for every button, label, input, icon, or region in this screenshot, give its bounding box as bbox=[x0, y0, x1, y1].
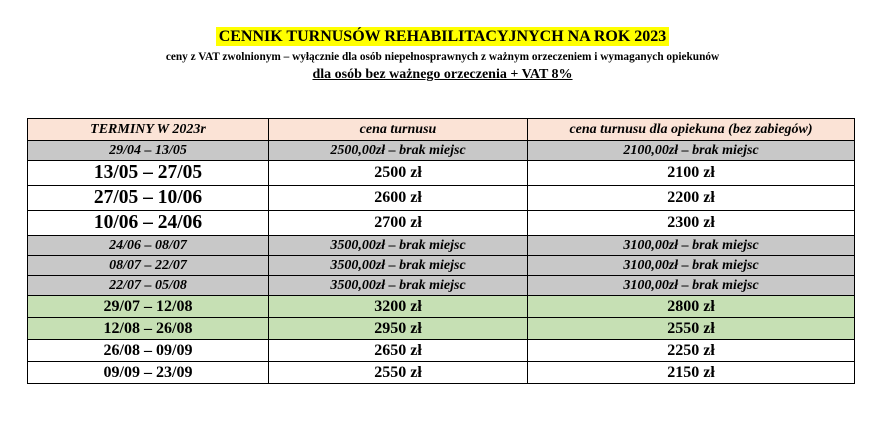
cell-price: 3200 zł bbox=[269, 296, 528, 318]
column-header-guardian-price: cena turnusu dla opiekuna (bez zabiegów) bbox=[528, 119, 855, 141]
cell-price: 3500,00zł – brak miejsc bbox=[269, 276, 528, 296]
cell-price: 3500,00zł – brak miejsc bbox=[269, 256, 528, 276]
cell-price: 2600 zł bbox=[269, 186, 528, 211]
cell-term: 29/07 – 12/08 bbox=[28, 296, 269, 318]
title-wrapper bbox=[0, 27, 885, 46]
table-body bbox=[28, 141, 855, 384]
cell-guardian-price: 2250 zł bbox=[528, 340, 855, 362]
subtitle-vat-note-text: dla osób bez ważnego orzeczenia + VAT 8% bbox=[312, 67, 573, 82]
cell-term: 13/05 – 27/05 bbox=[28, 161, 269, 186]
table-row bbox=[28, 340, 855, 362]
cell-term: 12/08 – 26/08 bbox=[28, 318, 269, 340]
cell-term: 27/05 – 10/06 bbox=[28, 186, 269, 211]
table-row bbox=[28, 141, 855, 161]
cell-price: 3500,00zł – brak miejsc bbox=[269, 236, 528, 256]
cell-guardian-price: 2800 zł bbox=[528, 296, 855, 318]
cell-guardian-price: 2100,00zł – brak miejsc bbox=[528, 141, 855, 161]
cell-price: 2500,00zł – brak miejsc bbox=[269, 141, 528, 161]
cell-guardian-price: 2150 zł bbox=[528, 362, 855, 384]
cell-price: 2500 zł bbox=[269, 161, 528, 186]
column-header-price: cena turnusu bbox=[269, 119, 528, 141]
column-header-terms: TERMINY W 2023r bbox=[28, 119, 269, 141]
table-row bbox=[28, 276, 855, 296]
cell-guardian-price: 3100,00zł – brak miejsc bbox=[528, 236, 855, 256]
cell-term: 24/06 – 08/07 bbox=[28, 236, 269, 256]
cell-guardian-price: 2550 zł bbox=[528, 318, 855, 340]
table-row bbox=[28, 318, 855, 340]
subtitle-vat-note bbox=[0, 66, 885, 83]
table-row bbox=[28, 256, 855, 276]
table-row bbox=[28, 211, 855, 236]
cell-term: 22/07 – 05/08 bbox=[28, 276, 269, 296]
table-row bbox=[28, 362, 855, 384]
page-title: CENNIK TURNUSÓW REHABILITACYJNYCH NA ROK 2023 bbox=[216, 27, 670, 46]
cell-guardian-price: 2200 zł bbox=[528, 186, 855, 211]
table-row bbox=[28, 236, 855, 256]
cell-price: 2700 zł bbox=[269, 211, 528, 236]
price-table bbox=[27, 118, 855, 384]
table-row bbox=[28, 161, 855, 186]
cell-guardian-price: 3100,00zł – brak miejsc bbox=[528, 256, 855, 276]
cell-term: 09/09 – 23/09 bbox=[28, 362, 269, 384]
table-row bbox=[28, 296, 855, 318]
cell-guardian-price: 3100,00zł – brak miejsc bbox=[528, 276, 855, 296]
table-row bbox=[28, 186, 855, 211]
cell-term: 26/08 – 09/09 bbox=[28, 340, 269, 362]
cell-price: 2550 zł bbox=[269, 362, 528, 384]
cell-price: 2950 zł bbox=[269, 318, 528, 340]
subtitle-vat-exempt: ceny z VAT zwolnionym – wyłącznie dla osób niepełnosprawnych z ważnym orzeczeniem i wymaganych opiekunów bbox=[165, 51, 720, 63]
cell-term: 10/06 – 24/06 bbox=[28, 211, 269, 236]
cell-term: 29/04 – 13/05 bbox=[28, 141, 269, 161]
cell-guardian-price: 2100 zł bbox=[528, 161, 855, 186]
table-header-row bbox=[28, 119, 855, 141]
cell-term: 08/07 – 22/07 bbox=[28, 256, 269, 276]
cell-price: 2650 zł bbox=[269, 340, 528, 362]
cell-guardian-price: 2300 zł bbox=[528, 211, 855, 236]
